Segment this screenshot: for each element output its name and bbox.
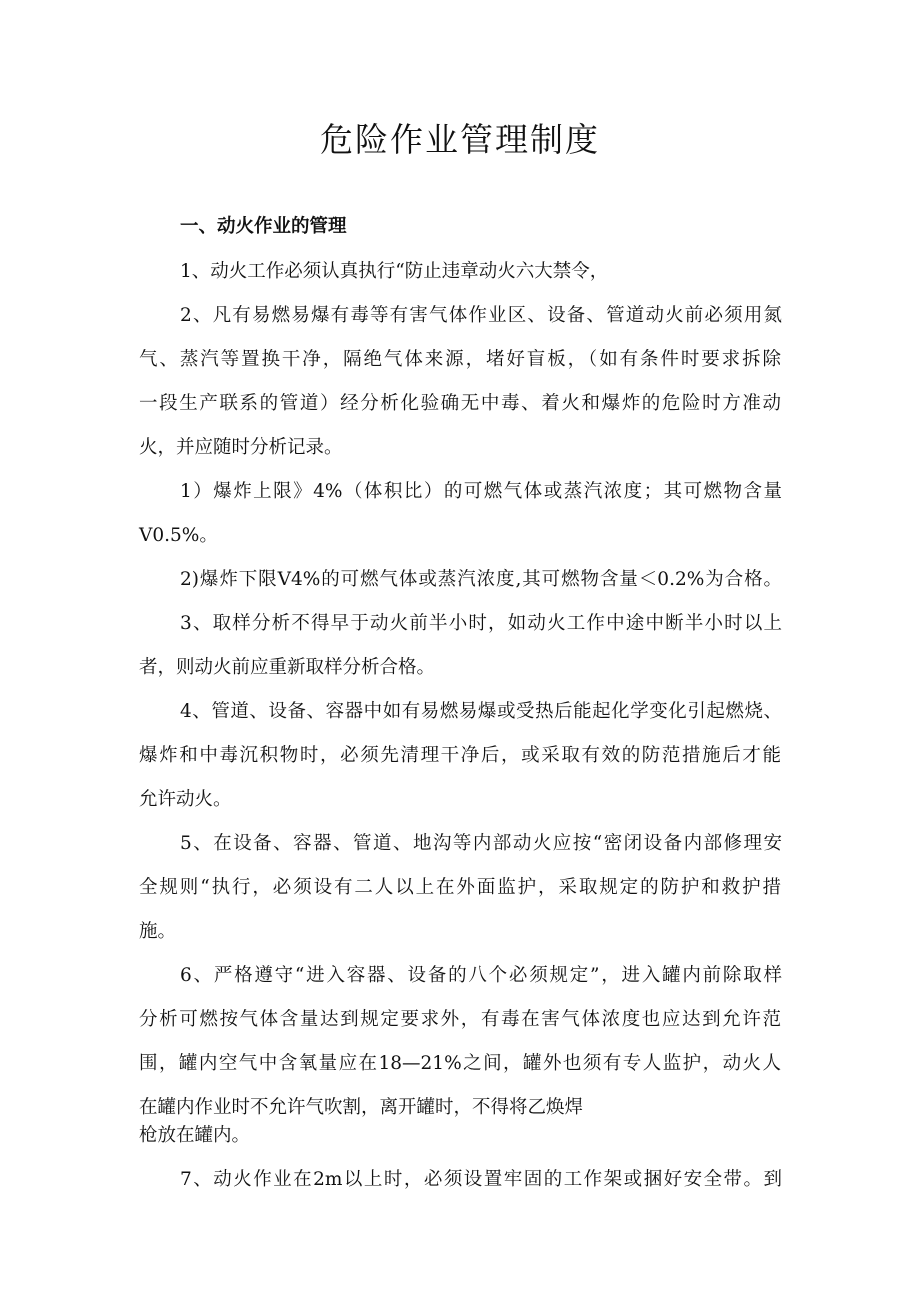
paragraph-line: V0.5%。 <box>139 525 218 546</box>
paragraph-line: 枪放在罐内。 <box>139 1125 251 1146</box>
paragraph-line: 2、凡有易燃易爆有毒等有害气体作业区、设备、管道动火前必须用氮 <box>180 305 782 326</box>
section-heading: 一、动火作业的管理 <box>180 216 347 237</box>
paragraph-line: 围，罐内空气中含氧量应在18—21%之间，罐外也须有专人监护，动火人 <box>139 1053 781 1074</box>
paragraph-line: 4、管道、设备、容器中如有易燃易爆或受热后能起化学变化引起燃烧、 <box>180 701 782 722</box>
paragraph-line: 5、在设备、容器、管道、地沟等内部动火应按“密闭设备内部修理安 <box>180 833 782 854</box>
paragraph-line: 一段生产联系的管道）经分析化验确无中毒、着火和爆炸的危险时方准动 <box>139 393 781 414</box>
paragraph-line: 2)爆炸下限V4%的可燃气体或蒸汽浓度,其可燃物含量＜0.2%为合格。 <box>180 569 782 590</box>
paragraph-line: 火，并应随时分析记录。 <box>139 437 343 458</box>
paragraph-line: 7、动火作业在2m以上时，必须设置牢固的工作架或捆好安全带。到 <box>180 1169 782 1190</box>
paragraph-line: 1、动火工作必须认真执行“防止违章动火六大禁令， <box>180 261 609 282</box>
paragraph-line: 1）爆炸上限》4%（体积比）的可燃气体或蒸汽浓度；其可燃物含量 <box>180 481 782 502</box>
paragraph-line: 者，则动火前应重新取样分析合格。 <box>139 657 436 678</box>
paragraph-line: 6、严格遵守“进入容器、设备的八个必须规定”，进入罐内前除取样 <box>180 965 782 986</box>
paragraph-line: 爆炸和中毒沉积物时，必须先清理干净后，或采取有效的防范措施后才能 <box>139 745 781 766</box>
page-title: 危险作业管理制度 <box>320 120 600 159</box>
paragraph-line: 3、取样分析不得早于动火前半小时，如动火工作中途中断半小时以上 <box>180 613 782 634</box>
paragraph-line: 气、蒸汽等置换干净，隔绝气体来源，堵好盲板，（如有条件时要求拆除 <box>139 349 781 370</box>
paragraph-line: 施。 <box>139 921 177 942</box>
paragraph-line: 在罐内作业时不允许气吹割，离开罐时，不得将乙焕焊 <box>139 1097 584 1118</box>
paragraph-line: 允许动火。 <box>139 789 232 810</box>
paragraph-line: 分析可燃按气体含量达到规定要求外，有毒在害气体浓度也应达到允许范 <box>139 1009 781 1030</box>
paragraph-line: 全规则“执行，必须设有二人以上在外面监护，采取规定的防护和救护措 <box>139 877 781 898</box>
